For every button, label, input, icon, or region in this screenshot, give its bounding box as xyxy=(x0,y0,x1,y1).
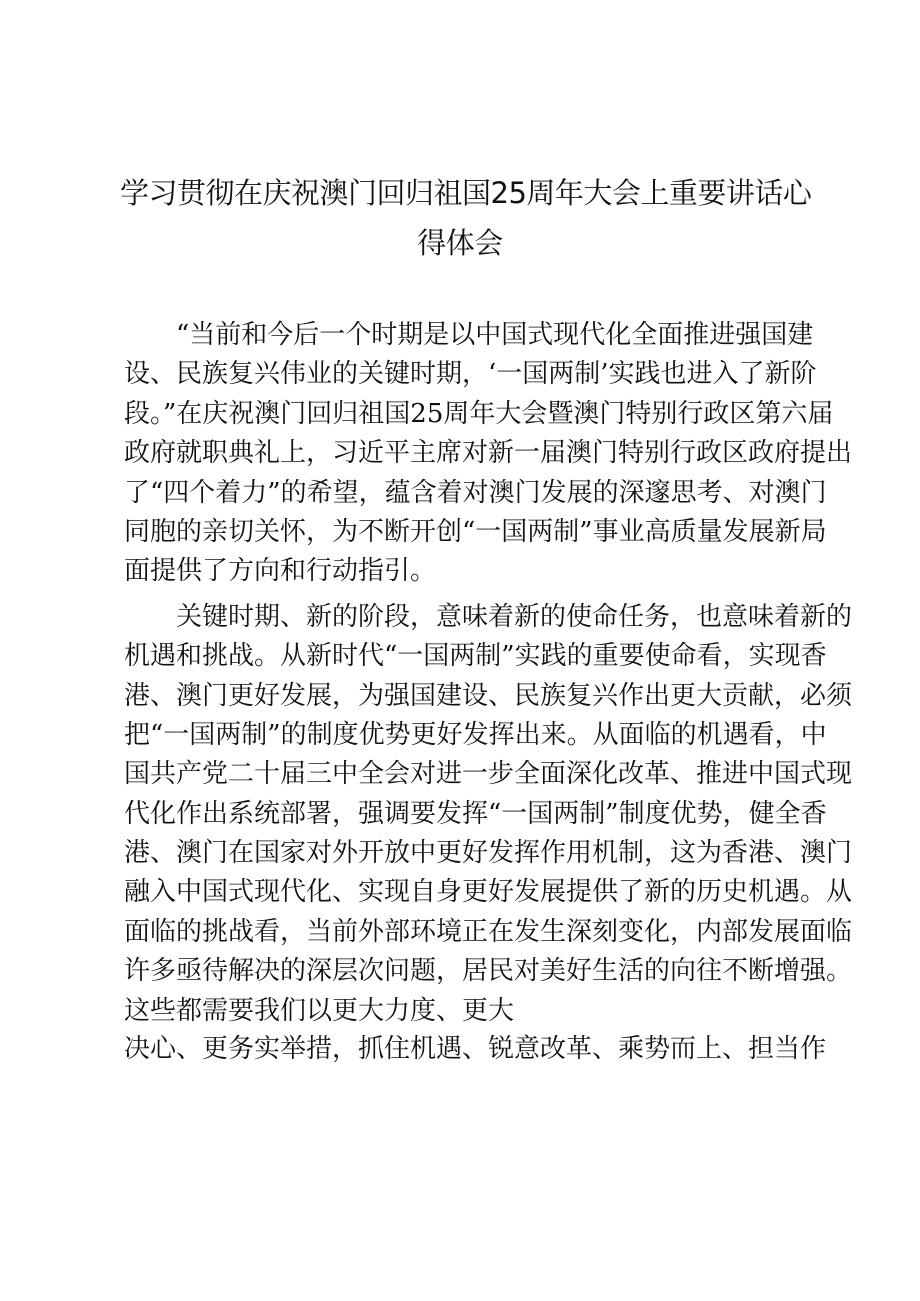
paragraph-line: 面提供了方向和行动指引。 xyxy=(124,556,437,587)
title-line-1: 学习贯彻在庆祝澳门回归祖国25周年大会上重要讲话心 xyxy=(120,176,812,210)
document-title xyxy=(120,168,812,268)
paragraph-line: 了“四个着力”的希望，蕴含着对澳门发展的深邃思考、对澳门 xyxy=(124,477,827,508)
paragraph-line: 政府就职典礼上，习近平主席对新一届澳门特别行政区政府提出 xyxy=(124,438,853,469)
paragraph-line: 国共产党二十届三中全会对进一步全面深化改革、推进中国式现 xyxy=(124,759,853,790)
paragraph-line: 把“一国两制”的制度优势更好发挥出来。从面临的机遇看，中 xyxy=(124,719,827,750)
title-line-2: 得体会 xyxy=(417,226,503,260)
paragraph-line: 同胞的亲切关怀，为不断开创“一国两制”事业高质量发展新局 xyxy=(124,516,827,547)
paragraph-line: “当前和今后一个时期是以中国式现代化全面推进强国建 xyxy=(176,320,814,350)
paragraph-line: 设、民族复兴伟业的关键时期，‘一国两制’实践也进入了新阶 xyxy=(124,359,817,390)
paragraph-line: 许多亟待解决的深层次问题，居民对美好生活的向往不断增强。 xyxy=(124,956,853,987)
document-body xyxy=(124,316,853,1069)
paragraph-line: 融入中国式现代化、实现自身更好发展提供了新的历史机遇。从 xyxy=(124,877,853,908)
paragraph-line: 面临的挑战看，当前外部环境正在发生深刻变化，内部发展面临 xyxy=(124,916,853,947)
paragraph-line: 机遇和挑战。从新时代“一国两制”实践的重要使命看，实现香 xyxy=(124,641,827,672)
paragraph-line: 这些都需要我们以更大力度、更大 xyxy=(124,995,515,1026)
paragraph-line: 关键时期、新的阶段，意味着新的使命任务，也意味着新的 xyxy=(176,601,853,632)
paragraph-line: 段。”在庆祝澳门回归祖国25周年大会暨澳门特别行政区第六届 xyxy=(124,398,834,429)
paragraph-1 xyxy=(124,316,853,592)
paragraph-line: 港、澳门更好发展，为强国建设、民族复兴作出更大贡献，必须 xyxy=(124,680,853,711)
paragraph-2 xyxy=(124,598,853,1069)
paragraph-line: 决心、更务实举措，抓住机遇、锐意改革、乘势而上、担当作 xyxy=(124,1033,827,1064)
paragraph-line: 代化作出系统部署，强调要发挥“一国两制”制度优势，健全香 xyxy=(124,798,827,829)
paragraph-line: 港、澳门在国家对外开放中更好发挥作用机制，这为香港、澳门 xyxy=(124,838,853,869)
